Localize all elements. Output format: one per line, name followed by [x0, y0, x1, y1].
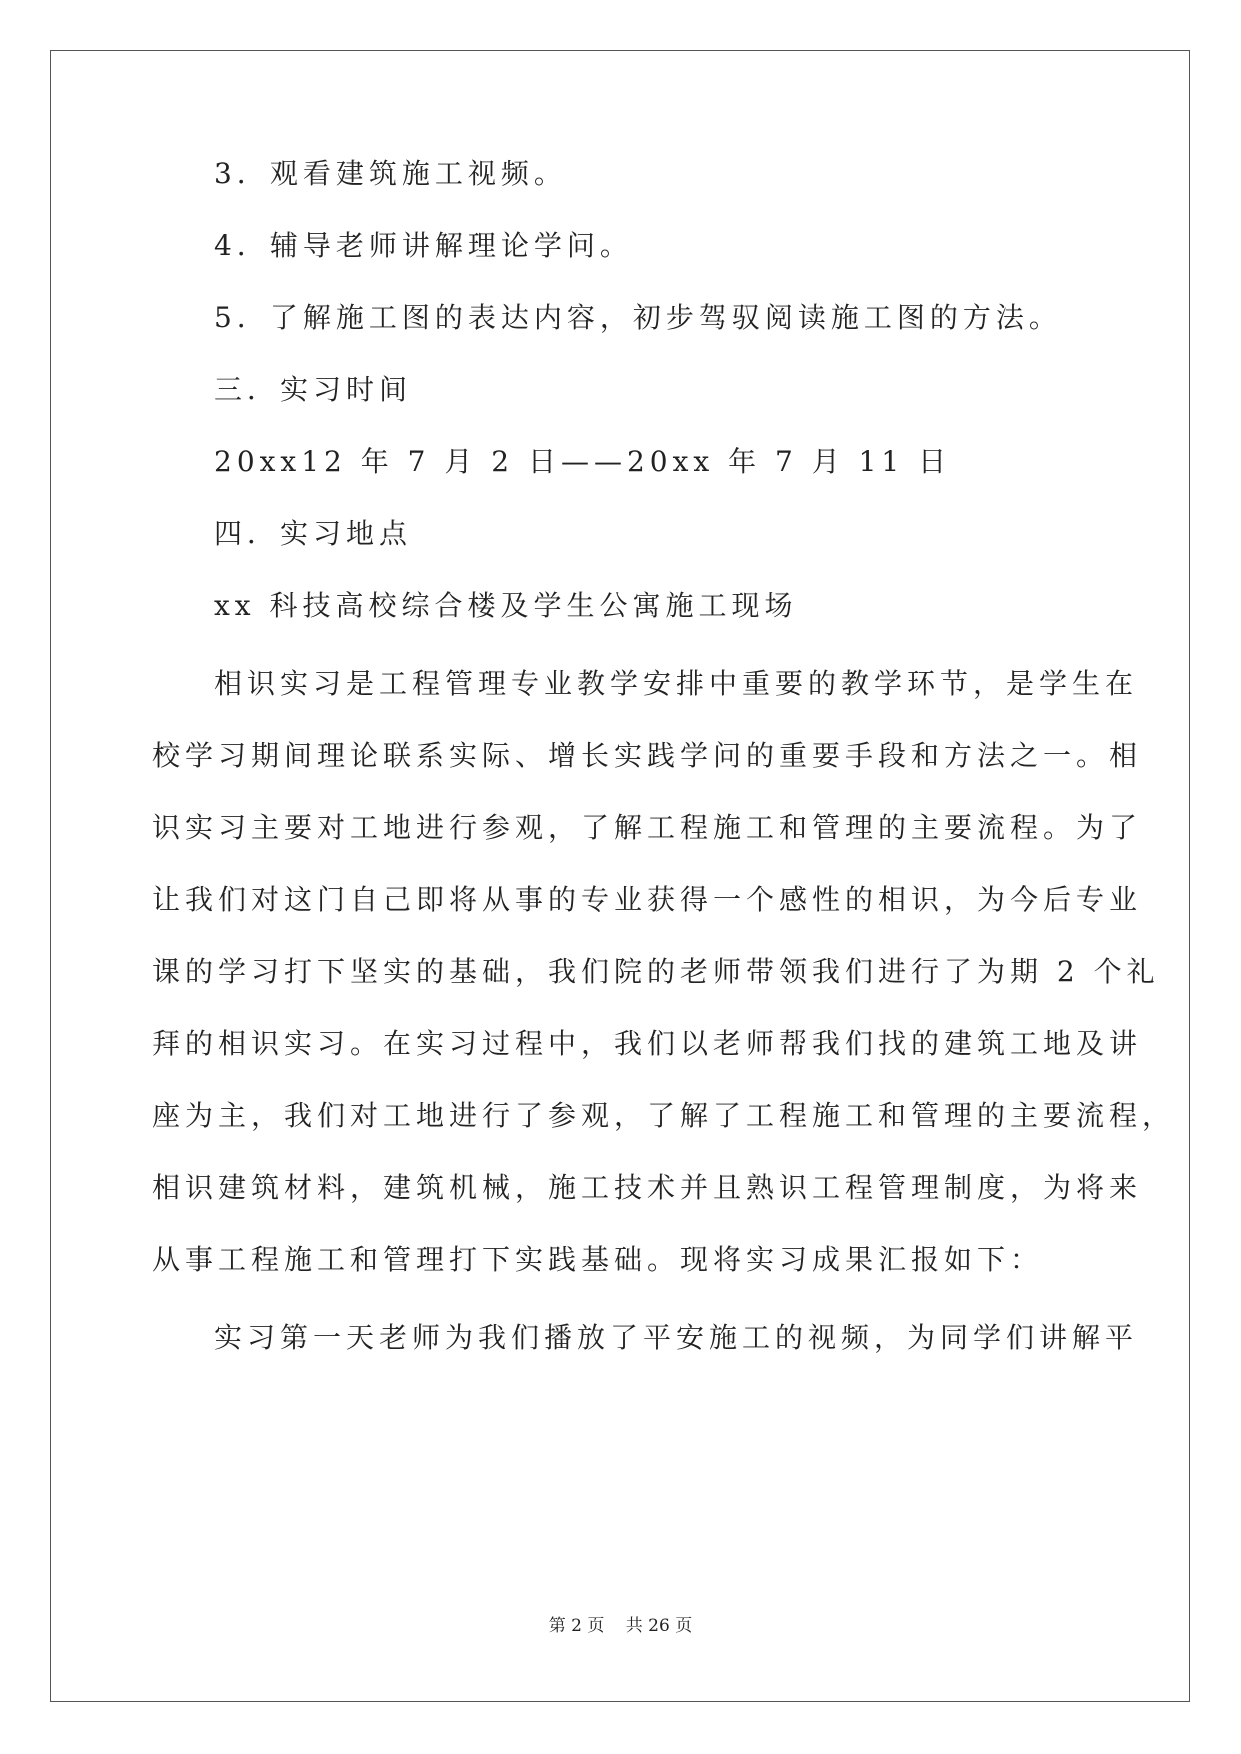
paragraph-line: 让我们对这门自己即将从事的专业获得一个感性的相识，为今后专业: [152, 883, 1143, 916]
paragraph-line: 校学习期间理论联系实际、增长实践学问的重要手段和方法之一。相: [152, 739, 1143, 772]
list-item-4: 4．辅导老师讲解理论学问。: [214, 229, 633, 262]
internship-location: xx 科技高校综合楼及学生公寓施工现场: [214, 589, 798, 622]
internship-dates: 20xx12 年 7 月 2 日——20xx 年 7 月 11 日: [214, 445, 952, 478]
paragraph-line: 拜的相识实习。在实习过程中，我们以老师帮我们找的建筑工地及讲: [152, 1027, 1143, 1060]
page-footer: [0, 1611, 1241, 1636]
paragraph-line: 相识实习是工程管理专业教学安排中重要的教学环节，是学生在: [214, 667, 1139, 700]
paragraph-line: 课的学习打下坚实的基础，我们院的老师带领我们进行了为期 2 个礼: [152, 955, 1160, 988]
paragraph-line: 从事工程施工和管理打下实践基础。现将实习成果汇报如下：: [152, 1243, 1044, 1276]
paragraph-line: 实习第一天老师为我们播放了平安施工的视频，为同学们讲解平: [214, 1321, 1139, 1354]
paragraph-line: 座为主，我们对工地进行了参观，了解了工程施工和管理的主要流程，: [152, 1099, 1176, 1132]
page-total: 共 26 页: [625, 1616, 693, 1636]
list-item-5: 5．了解施工图的表达内容，初步驾驭阅读施工图的方法。: [214, 301, 1062, 334]
paragraph-line: 相识建筑材料，建筑机械，施工技术并且熟识工程管理制度，为将来: [152, 1171, 1143, 1204]
page-number: 第 2 页: [548, 1616, 605, 1636]
section-heading-place: 四．实习地点: [214, 517, 413, 550]
paragraph-line: 识实习主要对工地进行参观，了解工程施工和管理的主要流程。为了: [152, 811, 1143, 844]
list-item-3: 3．观看建筑施工视频。: [214, 157, 567, 190]
section-heading-time: 三．实习时间: [214, 373, 413, 406]
